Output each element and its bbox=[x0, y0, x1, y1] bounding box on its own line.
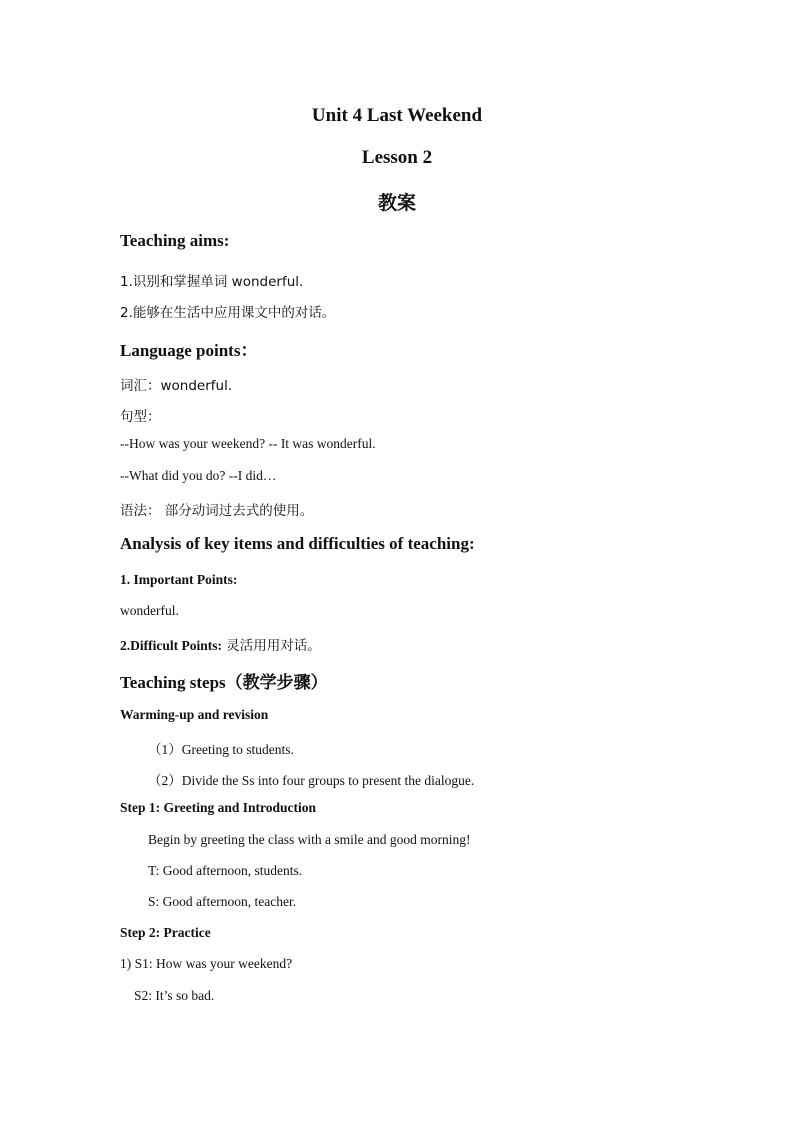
warmup-item-2: （2）Divide the Ss into four groups to present the dialogue. bbox=[148, 773, 475, 788]
step2-line-1: 1) S1: How was your weekend? bbox=[120, 956, 293, 971]
teaching-steps-heading: Teaching steps（教学步骤） bbox=[120, 673, 328, 692]
teaching-aims-heading: Teaching aims: bbox=[120, 231, 230, 250]
unit-title: Unit 4 Last Weekend bbox=[311, 105, 483, 126]
vocab-line: 词汇：wonderful. bbox=[120, 378, 233, 394]
difficult-points-label: 2.Difficult Points: bbox=[120, 638, 222, 653]
doc-type-title: 教案 bbox=[377, 192, 416, 214]
grammar-line: 语法： 部分动词过去式的使用。 bbox=[120, 503, 314, 519]
sentence-1: --How was your weekend? -- It was wonderful. bbox=[120, 436, 376, 451]
analysis-heading: Analysis of key items and difficulties of teaching: bbox=[120, 534, 475, 553]
sentence-label: 句型： bbox=[120, 409, 161, 425]
lesson-title: Lesson 2 bbox=[361, 147, 433, 168]
step1-line-3: S: Good afternoon, teacher. bbox=[148, 894, 297, 909]
sentence-2: --What did you do? --I did… bbox=[120, 468, 277, 483]
step1-line-1: Begin by greeting the class with a smile and good morning! bbox=[148, 832, 471, 847]
step2-line-2: S2: It’s so bad. bbox=[134, 988, 215, 1003]
step1-line-2: T: Good afternoon, students. bbox=[148, 863, 303, 878]
step1-heading: Step 1: Greeting and Introduction bbox=[120, 800, 317, 815]
warmup-heading: Warming-up and revision bbox=[120, 707, 269, 722]
important-points-label: 1. Important Points: bbox=[120, 572, 238, 587]
aim-item-1: 1.识别和掌握单词 wonderful. bbox=[120, 274, 304, 290]
warmup-item-1: （1）Greeting to students. bbox=[148, 742, 294, 757]
important-points-value: wonderful. bbox=[120, 603, 179, 618]
difficult-points-line bbox=[120, 634, 321, 654]
aim-item-2: 2.能够在生活中应用课文中的对话。 bbox=[120, 305, 336, 321]
language-points-heading: Language points： bbox=[120, 341, 258, 360]
difficult-points-value: 灵活用用对话。 bbox=[222, 638, 321, 654]
step2-heading: Step 2: Practice bbox=[120, 925, 211, 940]
